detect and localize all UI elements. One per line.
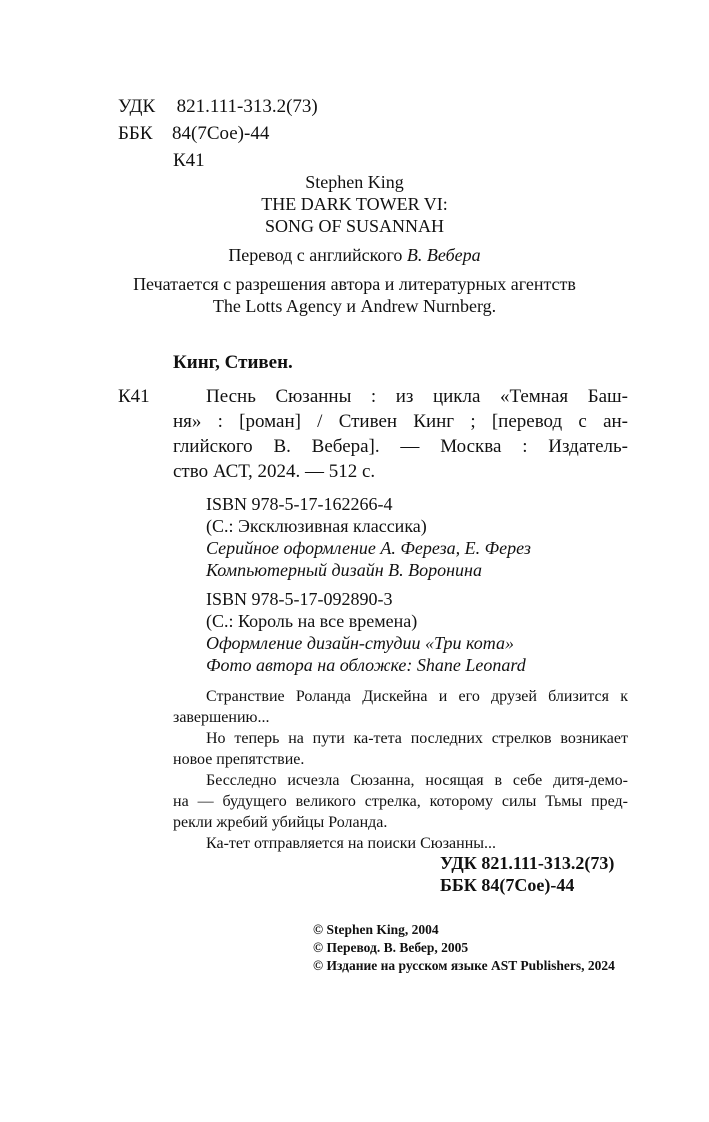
original-author: Stephen King — [305, 172, 404, 192]
annotation-line: завершению... — [173, 709, 270, 726]
isbn-1: ISBN 978-5-17-162266-4 — [206, 494, 393, 514]
catalog-mark: К41 — [118, 386, 150, 407]
udk-value: 821.111-313.2(73) — [176, 96, 318, 117]
annotation-line: на — будущего великого стрелка, которому силы Тьмы пред- — [173, 793, 628, 810]
annotation-line: новое препятствие. — [173, 751, 305, 768]
series-2: (С.: Король на все времена) — [206, 611, 418, 631]
bbk-value: 84(7Сое)-44 — [172, 123, 270, 144]
series-1: (С.: Эксклюзивная классика) — [206, 516, 427, 536]
author-mark: К41 — [173, 150, 205, 171]
original-title-line2: SONG OF SUSANNAH — [264, 216, 445, 236]
catalog-line: ня» : [роман] / Стивен Кинг ; [перевод с ан- — [173, 411, 628, 432]
translation-prefix: Перевод с английского — [228, 245, 407, 265]
credit-1b: Компьютерный дизайн В. Воронина — [206, 560, 482, 580]
udk-bottom: УДК 821.111-313.2(73) — [440, 853, 615, 873]
permission-line1: Печатается с разрешения автора и литературных агентств — [133, 274, 576, 294]
copyright-line1: © Stephen King, 2004 — [313, 922, 439, 937]
annotation-line: Но теперь на пути ка-тета последних стрелков возникает — [206, 730, 628, 747]
bbk-line — [118, 123, 269, 145]
catalog-line: глийского В. Вебера]. — Москва : Издатель- — [173, 436, 628, 457]
udk-label: УДК — [118, 96, 156, 117]
annotation-line: Бесследно исчезла Сюзанна, носящая в себе дитя-демо- — [206, 772, 628, 789]
copyright-line2: © Перевод. В. Вебер, 2005 — [313, 940, 469, 955]
credit-1a: Серийное оформление А. Фереза, Е. Ферез — [206, 538, 531, 558]
permission-line2: The Lotts Agency и Andrew Nurnberg. — [212, 296, 497, 316]
credit-2a: Оформление дизайн-студии «Три кота» — [206, 633, 514, 653]
translator-name: В. Вебера — [406, 245, 481, 265]
catalog-line: ство АСТ, 2024. — 512 с. — [173, 461, 376, 482]
bbk-label: ББК — [118, 123, 153, 144]
translation-line — [0, 245, 709, 266]
annotation-line: Ка-тет отправляется на поиски Сюзанны... — [206, 835, 497, 852]
bbk-bottom: ББК 84(7Сое)-44 — [440, 875, 575, 895]
annotation-line: рекли жребий убийцы Роланда. — [173, 814, 388, 831]
catalog-heading: Кинг, Стивен. — [173, 352, 293, 373]
udk-line — [118, 96, 318, 118]
credit-2b: Фото автора на обложке: Shane Leonard — [206, 655, 526, 675]
copyright-line3: © Издание на русском языке AST Publishers, 2024 — [313, 958, 615, 973]
original-title-line1: THE DARK TOWER VI: — [261, 194, 448, 214]
isbn-2: ISBN 978-5-17-092890-3 — [206, 589, 393, 609]
catalog-line: Песнь Сюзанны : из цикла «Темная Баш- — [206, 386, 628, 407]
annotation-line: Странствие Роланда Дискейна и его друзей близится к — [206, 688, 628, 705]
